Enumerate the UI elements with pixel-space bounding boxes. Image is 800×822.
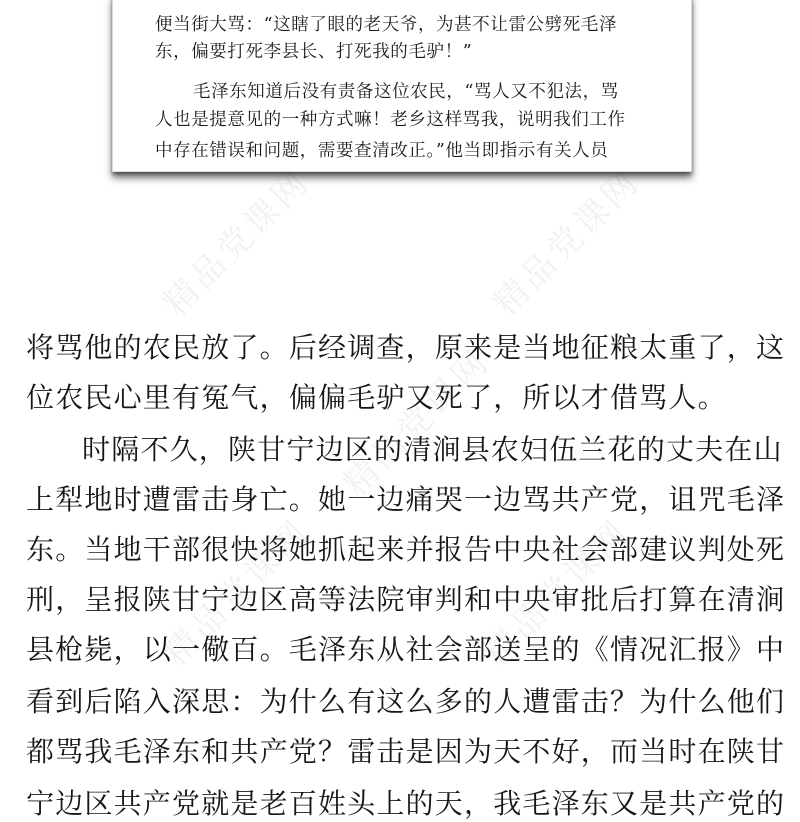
body-text-line: 上犁地时遭雷击身亡。她一边痛哭一边骂共产党，诅咒毛泽 xyxy=(26,483,786,516)
excerpt-line: 中存在错误和问题，需要查清改正。”他当即指示有关人员 xyxy=(155,141,609,161)
excerpt-line: 毛泽东知道后没有责备这位农民，“骂人又不犯法，骂 xyxy=(193,82,619,102)
body-text-line: 宁边区共产党就是老百姓头上的天，我毛泽东又是共产党的 xyxy=(26,787,786,820)
body-text-line: 位农民心里有冤气，偏偏毛驴又死了，所以才借骂人。 xyxy=(26,381,727,414)
body-text-line: 看到后陷入深思：为什么有这么多的人遭雷击？为什么他们 xyxy=(26,685,786,718)
watermark: 精品党课网 xyxy=(475,511,639,674)
excerpt-line: 便当街大骂：“这瞎了眼的老天爷，为甚不让雷公劈死毛泽 xyxy=(155,15,618,35)
watermark: 精品党课网 xyxy=(155,161,319,324)
excerpt-line: 人也是提意见的一种方式嘛！老乡这样骂我，说明我们工作 xyxy=(155,110,626,130)
body-text-line: 县枪毙，以一儆百。毛泽东从社会部送呈的《情况汇报》中 xyxy=(26,633,786,666)
body-text-line: 将骂他的农民放了。后经调查，原来是当地征粮太重了，这 xyxy=(26,331,786,364)
body-text-line: 时隔不久，陕甘宁边区的清涧县农妇伍兰花的丈夫在山 xyxy=(82,433,783,466)
watermark: 精品党课网 xyxy=(485,161,649,324)
quoted-excerpt-card xyxy=(112,0,692,172)
body-text-line: 都骂我毛泽东和共产党？雷击是因为天不好，而当时在陕甘 xyxy=(26,735,786,768)
watermark: 精品党课网 xyxy=(335,341,499,504)
watermark: 精品党课网 xyxy=(155,511,319,674)
excerpt-line: 东，偏要打死李县长、打死我的毛驴！” xyxy=(155,42,473,62)
body-text-line: 东。当地干部很快将她抓起来并报告中央社会部建议判处死 xyxy=(26,533,786,566)
body-text-line: 刑，呈报陕甘宁边区高等法院审判和中央审批后打算在清涧 xyxy=(26,583,786,616)
